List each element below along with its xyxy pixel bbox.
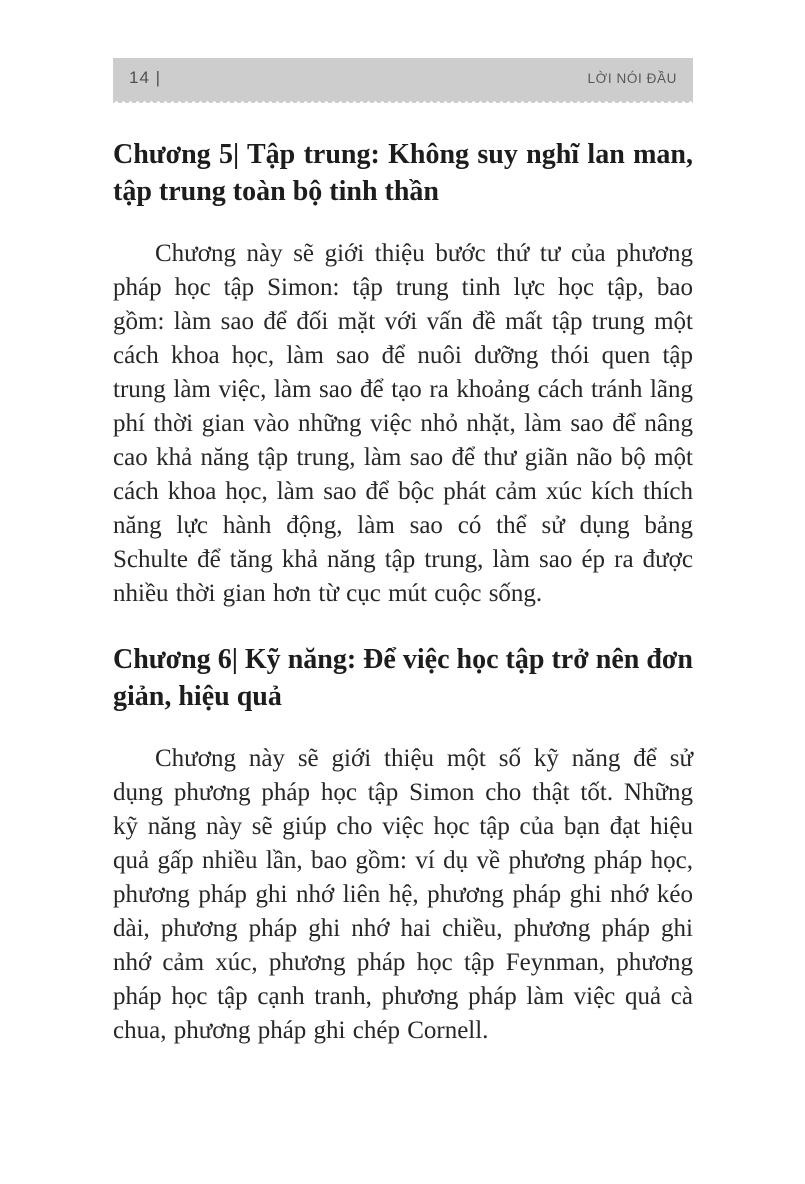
chapter-6-section — [113, 641, 693, 1048]
chapter-5-section — [113, 136, 693, 611]
chapter-5-heading: Chương 5| Tập trung: Không suy nghĩ lan man, tập trung toàn bộ tinh thần — [113, 139, 693, 207]
chapter-5-summary: Chương này sẽ giới thiệu bước thứ tư của phương pháp học tập Simon: tập trung tinh lực học tập, bao gồm: làm sao để đối mặt với vấn đề mất tập trung một cách khoa học, làm sao để nuôi dưỡng thói quen tập trung làm việc, làm sao để tạo ra khoảng cách tránh lãng phí thời gian vào những việc nhỏ nhặt, làm sao để nâng cao khả năng tập trung, làm sao để thư giãn não bộ một cách khoa học, làm sao để bộc phát cảm xúc kích thích năng lực hành động, làm sao có thể sử dụng bảng Schulte để tăng khả năng tập trung, làm sao ép ra được nhiều thời gian hơn từ cục mút cuộc sống. — [113, 240, 693, 607]
header-perforated-edge — [113, 98, 693, 103]
running-title: LỜI NÓI ĐẦU — [587, 70, 677, 86]
running-header — [113, 58, 693, 98]
chapter-6-heading: Chương 6| Kỹ năng: Để việc học tập trở nên đơn giản, hiệu quả — [113, 644, 693, 712]
page-number: 14 | — [129, 68, 162, 87]
page-content — [113, 58, 693, 1048]
chapter-6-summary: Chương này sẽ giới thiệu một số kỹ năng để sử dụng phương pháp học tập Simon cho thật tốt. Những kỹ năng này sẽ giúp cho việc học tập của bạn đạt hiệu quả gấp nhiều lần, bao gồm: ví dụ về phương pháp học, phương pháp ghi nhớ liên hệ, phương pháp ghi nhớ kéo dài, phương pháp ghi nhớ hai chiều, phương pháp ghi nhớ cảm xúc, phương pháp học tập Feynman, phương pháp học tập cạnh tranh, phương pháp làm việc quả cà chua, phương pháp ghi chép Cornell. — [113, 745, 693, 1044]
